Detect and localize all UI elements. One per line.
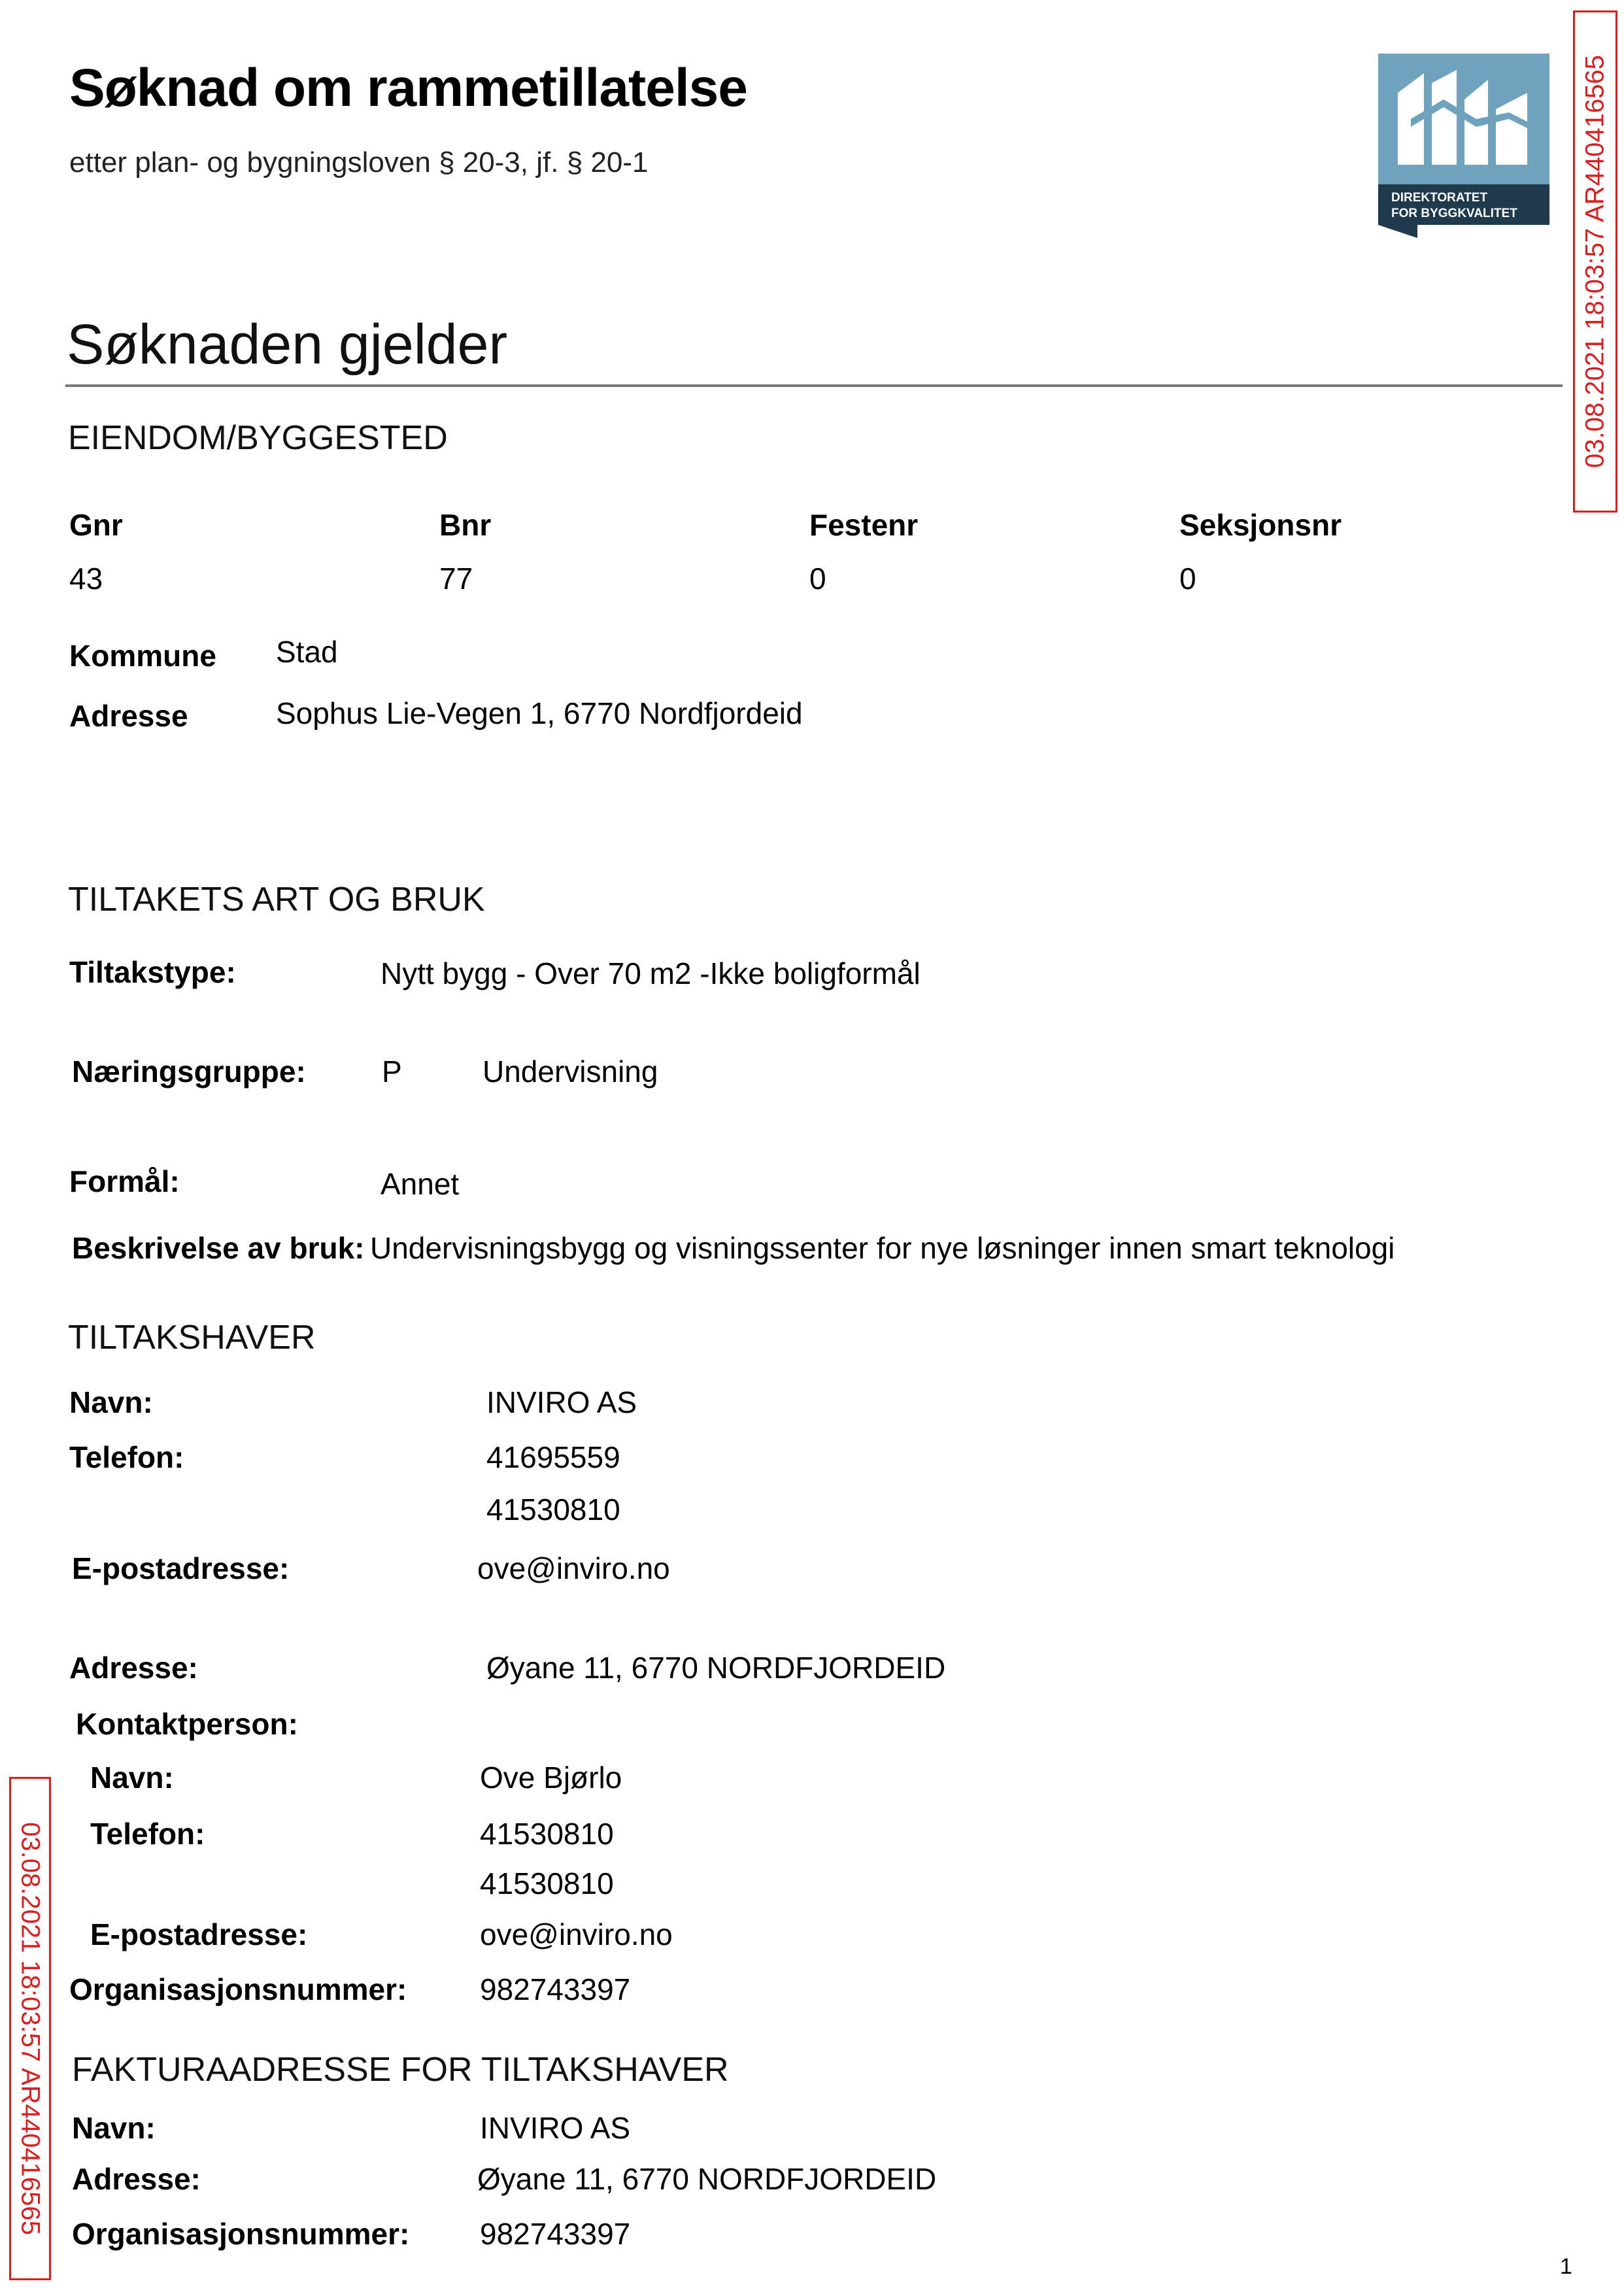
orgnr-value: 982743397 [480,1972,631,2006]
page-number: 1 [1560,2254,1572,2279]
orgnr-label: Organisasjonsnummer: [69,1972,407,2006]
adresse-value: Sophus Lie-Vegen 1, 6770 Nordfjordeid [276,696,803,730]
adresse-label: Adresse [69,699,188,733]
kontakt-telefon-2: 41530810 [480,1866,614,1900]
festenr-value: 0 [809,562,826,596]
kontakt-telefon-label: Telefon: [90,1817,205,1851]
document-subtitle: etter plan- og bygningsloven § 20-3, jf. § 20-1 [69,146,649,178]
kontaktperson-label: Kontaktperson: [76,1707,298,1741]
tiltakshaver-epost-label: E-postadresse: [72,1551,290,1585]
kommune-value: Stad [276,635,338,669]
beskrivelse-label: Beskrivelse av bruk: [72,1231,365,1265]
tiltakstype-value: Nytt bygg - Over 70 m2 -Ikke boligformål [381,956,921,990]
receipt-stamp-top [1573,10,1617,513]
naeringsgruppe-value: Undervisning [482,1054,658,1088]
tiltakshaver-telefon-2: 41530810 [486,1493,620,1527]
heading-divider [65,384,1563,387]
tiltakshaver-adresse-value: Øyane 11, 6770 NORDFJORDEID [486,1651,946,1685]
logo-text-2: FOR BYGGKVALITET [1391,207,1517,220]
faktura-navn-label: Navn: [72,2111,156,2145]
gnr-label: Gnr [69,508,123,542]
section-title-tiltak: TILTAKETS ART OG BRUK [68,881,485,919]
tiltakstype-label: Tiltakstype: [69,955,236,989]
formal-label: Formål: [69,1164,180,1198]
section-heading: Søknaden gjelder [67,313,508,376]
beskrivelse-value: Undervisningsbygg og visningssenter for nye løsninger innen smart teknologi [370,1231,1395,1265]
document-title: Søknad om rammetillatelse [69,58,747,118]
gnr-value: 43 [69,562,103,596]
stamp-text: 03.08.2021 18:03:57 AR440416565 [1580,55,1610,468]
stamp-text: 03.08.2021 18:03:57 AR440416565 [16,1822,45,2235]
seksjonsnr-label: Seksjonsnr [1179,508,1342,542]
tiltakshaver-navn-value: INVIRO AS [486,1385,637,1419]
receipt-stamp-bottom [9,1777,51,2280]
faktura-navn-value: INVIRO AS [480,2111,631,2145]
section-title-tiltakshaver: TILTAKSHAVER [68,1319,316,1357]
kontakt-epost-label: E-postadresse: [90,1917,308,1951]
kontakt-epost-value: ove@inviro.no [480,1917,673,1951]
kontakt-telefon-1: 41530810 [480,1817,614,1851]
tiltakshaver-telefon-label: Telefon: [69,1440,184,1474]
formal-value: Annet [381,1167,460,1201]
tiltakshaver-epost-value: ove@inviro.no [477,1551,670,1585]
kommune-label: Kommune [69,639,216,673]
naeringsgruppe-label: Næringsgruppe: [72,1054,306,1088]
tiltakshaver-navn-label: Navn: [69,1385,153,1419]
faktura-orgnr-label: Organisasjonsnummer: [72,2217,410,2251]
naeringsgruppe-code: P [382,1054,402,1088]
festenr-label: Festenr [809,508,919,542]
kontakt-navn-label: Navn: [90,1761,174,1795]
bnr-value: 77 [439,562,473,596]
section-title-eiendom: EIENDOM/BYGGESTED [68,419,448,457]
tiltakshaver-adresse-label: Adresse: [69,1651,198,1685]
tiltakshaver-telefon-1: 41695559 [486,1440,620,1474]
seksjonsnr-value: 0 [1179,562,1196,596]
logo-text-1: DIREKTORATET [1391,191,1488,205]
faktura-orgnr-value: 982743397 [480,2217,631,2251]
faktura-adresse-label: Adresse: [72,2162,201,2196]
bnr-label: Bnr [439,508,492,542]
faktura-adresse-value: Øyane 11, 6770 NORDFJORDEID [477,2162,937,2196]
dibk-logo [1378,54,1549,238]
kontakt-navn-value: Ove Bjørlo [480,1761,622,1795]
section-title-faktura: FAKTURAADRESSE FOR TILTAKSHAVER [72,2051,729,2089]
